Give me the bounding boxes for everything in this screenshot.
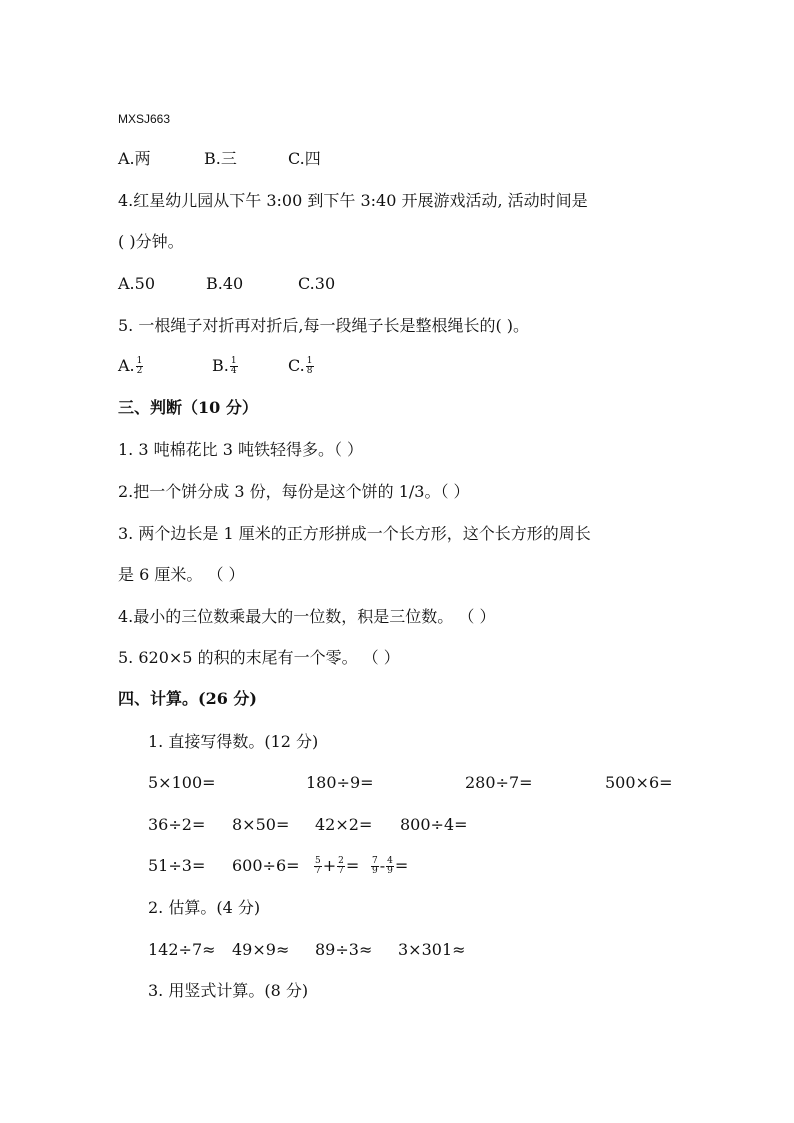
q5-option-prefix: B. xyxy=(212,356,229,375)
estimate-item: 49×9≈ xyxy=(232,940,290,959)
calc-item: 42×2= xyxy=(315,815,373,834)
estimate-item: 3×301≈ xyxy=(398,940,466,959)
q5-option-prefix: A. xyxy=(118,356,135,375)
q5-option-c xyxy=(288,356,315,376)
calc-item: 280÷7= xyxy=(465,773,533,792)
calc-item: 36÷2= xyxy=(148,815,206,834)
judge-item-1: 1. 3 吨棉花比 3 吨铁轻得多。（ ） xyxy=(118,440,364,459)
fraction-numerator: 1 xyxy=(306,356,313,366)
q5-option-prefix: C. xyxy=(288,356,305,375)
fraction-numerator: 1 xyxy=(136,356,143,366)
fraction-numerator: 5 xyxy=(315,856,321,866)
calc-item: 180÷9= xyxy=(306,773,374,792)
calc-item: 8×50= xyxy=(232,815,290,834)
q4-option-c: C.30 xyxy=(298,274,336,293)
fraction-numerator: 1 xyxy=(230,356,237,366)
q4-option-a: A.50 xyxy=(118,274,155,293)
q5-option-b xyxy=(212,356,239,376)
q4-text-line2: ( )分钟。 xyxy=(118,232,184,251)
fraction xyxy=(337,857,345,876)
fraction-numerator: 4 xyxy=(387,856,393,866)
fraction xyxy=(230,357,238,376)
section-3-heading: 三、判断（10 分） xyxy=(118,398,258,417)
calc-item: 500×6= xyxy=(605,773,673,792)
sub-1-title: 1. 直接写得数。(12 分) xyxy=(148,732,319,751)
equals-sign: = xyxy=(345,856,360,875)
judge-item-4: 4.最小的三位数乘最大的一位数，积是三位数。 （ ） xyxy=(118,607,496,626)
q3-option-b: B.三 xyxy=(204,149,237,168)
fraction-expression-2 xyxy=(370,856,408,876)
estimate-item: 142÷7≈ xyxy=(148,940,216,959)
q3-option-a: A.两 xyxy=(118,149,151,168)
estimate-item: 89÷3≈ xyxy=(315,940,373,959)
fraction-expression-1 xyxy=(313,856,359,876)
calc-item: 51÷3= xyxy=(148,856,206,875)
q5-text: 5. 一根绳子对折再对折后,每一段绳子长是整根绳长的( )。 xyxy=(118,316,530,335)
fraction-numerator: 2 xyxy=(338,856,344,866)
fraction xyxy=(306,357,314,376)
section-4-heading: 四、计算。(26 分) xyxy=(118,689,257,708)
judge-item-2: 2.把一个饼分成 3 份，每份是这个饼的 1/3。（ ） xyxy=(118,482,470,501)
calc-item: 800÷4= xyxy=(400,815,468,834)
fraction xyxy=(314,857,322,876)
q4-text-line1: 4.红星幼儿园从下午 3:00 到下午 3:40 开展游戏活动, 活动时间是 xyxy=(118,191,588,210)
document-code: MXSJ663 xyxy=(118,112,171,126)
fraction-numerator: 7 xyxy=(372,856,378,866)
judge-item-3-line1: 3. 两个边长是 1 厘米的正方形拼成一个长方形，这个长方形的周长 xyxy=(118,524,591,543)
calc-item: 5×100= xyxy=(148,773,216,792)
judge-item-3-line2: 是 6 厘米。 （ ） xyxy=(118,565,245,584)
fraction-denominator: 7 xyxy=(315,866,321,876)
judge-item-5: 5. 620×5 的积的末尾有一个零。 （ ） xyxy=(118,648,400,667)
fraction-denominator: 9 xyxy=(372,866,378,876)
fraction-denominator: 8 xyxy=(306,366,313,376)
fraction-denominator: 9 xyxy=(387,866,393,876)
calc-item: 600÷6= xyxy=(232,856,300,875)
operator: - xyxy=(379,856,386,875)
fraction xyxy=(136,357,144,376)
operator: + xyxy=(322,856,337,875)
fraction-denominator: 7 xyxy=(338,866,344,876)
fraction-denominator: 2 xyxy=(136,366,143,376)
sub-3-title: 3. 用竖式计算。(8 分) xyxy=(148,981,309,1000)
equals-sign: = xyxy=(394,856,409,875)
fraction-denominator: 4 xyxy=(230,366,237,376)
q4-option-b: B.40 xyxy=(206,274,244,293)
q3-option-c: C.四 xyxy=(288,149,321,168)
fraction xyxy=(371,857,379,876)
q5-option-a xyxy=(118,356,144,376)
fraction xyxy=(386,857,394,876)
sub-2-title: 2. 估算。(4 分) xyxy=(148,898,261,917)
